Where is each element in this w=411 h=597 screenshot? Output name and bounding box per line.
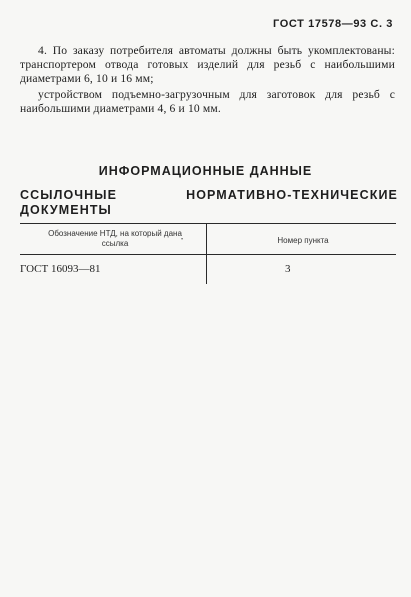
subsection-title: ССЫЛОЧНЫЕ НОРМАТИВНО-ТЕХНИЧЕСКИЕ ДОКУМЕНТЫ — [20, 188, 398, 217]
section-title: ИНФОРМАЦИОННЫЕ ДАННЫЕ — [98, 164, 313, 178]
table-top-rule — [20, 223, 396, 224]
paragraph-4-continuation: устройством подъемно-загрузочным для заготовок для резьб с наибольшими диаметрами 4, 6 и 10 мм. — [20, 88, 395, 115]
page-header: ГОСТ 17578—93 С. 3 — [273, 18, 393, 30]
table-column-divider — [206, 224, 207, 284]
table-cell-item-number: 3 — [285, 263, 291, 275]
stray-mark: • — [181, 237, 184, 243]
table-header-rule — [20, 254, 396, 255]
table-header-item-number: Номер пункта — [277, 236, 329, 245]
paragraph-4: 4. По заказу потребителя автоматы должны быть укомплектованы: транспортером отвода готовых изделий для резьб с наибольшими диаметрами 6, 10 и 16 мм; — [20, 44, 395, 85]
table-cell-designation: ГОСТ 16093—81 — [20, 263, 101, 275]
table-header-designation: Обозначение НТД, на который дана ссылка — [48, 229, 182, 248]
